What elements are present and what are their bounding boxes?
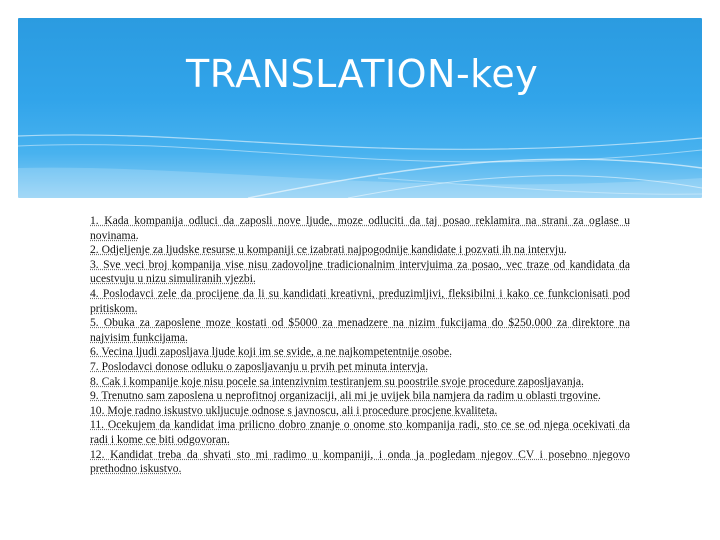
list-item bbox=[90, 243, 630, 258]
answer-text: 5. Obuka za zaposlene moze kostati od $5000 za menadzere na nizim fukcijama do $250.000 za direktore na najvisim funkcijama. bbox=[90, 316, 630, 344]
answer-text: 8. Cak i kompanije koje nisu pocele sa intenzivnim testiranjem su poostrile svoje procedure zaposljavanja. bbox=[90, 374, 584, 388]
answer-text: 2. Odjeljenje za ljudske resurse u kompaniji ce izabrati najpogodnije kandidate i pozvati ih na intervju. bbox=[90, 243, 567, 257]
answer-text: 6. Vecina ljudi zaposljava ljude koji im se svide, a ne najkompetentnije osobe. bbox=[90, 345, 453, 359]
list-item bbox=[90, 345, 630, 360]
list-item bbox=[90, 360, 630, 375]
list-item bbox=[90, 287, 630, 316]
answer-text: 9. Trenutno sam zaposlena u neprofitnoj organizaciji, ali mi je uvijek bila namjera da radim u oblasti trgovine. bbox=[90, 389, 601, 403]
list-item bbox=[90, 258, 630, 287]
list-item bbox=[90, 418, 630, 447]
list-item bbox=[90, 316, 630, 345]
slide-header-band bbox=[18, 18, 702, 198]
answer-text: 1. Kada kompanija odluci da zaposli nove ljude, moze odluciti da taj posao reklamira na strani za oglase u novinama. bbox=[90, 214, 630, 242]
answer-text: 11. Ocekujem da kandidat ima prilicno dobro znanje o onome sto kompanija radi, sto ce se od njega ocekivati da radi i kome ce biti odgovoran. bbox=[90, 418, 630, 446]
answer-text: 12. Kandidat treba da shvati sto mi radimo u kompaniji, i onda ja pogledam njegov CV i posebno njegovo prethodno iskustvo. bbox=[90, 447, 630, 476]
answer-text: 4. Poslodavci zele da procijene da li su kandidati kreativni, preduzimljivi, fleksibilni i kako ce funkcionisati pod pritiskom. bbox=[90, 286, 630, 315]
answer-text: 10. Moje radno iskustvo ukljucuje odnose s javnoscu, ali i procedure procjene kvaliteta. bbox=[90, 403, 498, 417]
list-item bbox=[90, 375, 630, 390]
answer-text: 7. Poslodavci donose odluku o zaposljavanju u prvih pet minuta intervja. bbox=[90, 359, 429, 373]
slide-title: TRANSLATION-key bbox=[186, 52, 539, 96]
list-item bbox=[90, 404, 630, 419]
list-item bbox=[90, 214, 630, 243]
list-item bbox=[90, 389, 630, 404]
translation-key-list bbox=[90, 214, 630, 477]
list-item bbox=[90, 448, 630, 477]
answer-text: 3. Sve veci broj kompanija vise nisu zadovoljne tradicionalnim intervjuima za posao, vec traze od kandidata da ucestvuju u nizu simuliranih vjezbi. bbox=[90, 257, 630, 286]
decorative-waves bbox=[18, 18, 702, 198]
